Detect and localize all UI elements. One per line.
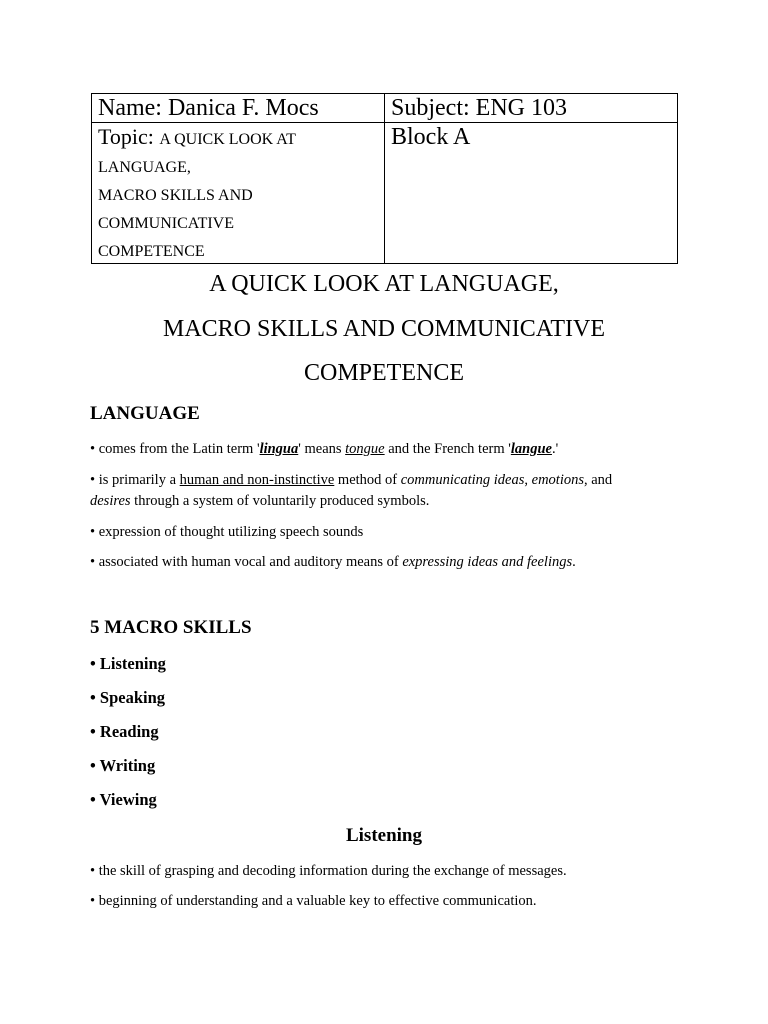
macro-skill-item: • Listening [90,654,166,673]
page-title-line: MACRO SKILLS AND COMMUNICATIVE [162,316,606,342]
page-title-line: COMPETENCE [303,360,464,386]
macro-skill-item: • Reading [90,722,159,741]
macro-skill-item: • Writing [90,756,156,775]
topic-line: A QUICK LOOK AT [159,131,296,148]
language-bullet-1: • comes from the Latin term 'lingua' means tongue and the French term 'langue.' [90,441,559,457]
language-bullet-4: • associated with human vocal and auditory means of expressing ideas and feelings. [90,554,576,570]
header-table [91,93,678,264]
listening-bullet-1: • the skill of grasping and decoding information during the exchange of messages. [90,863,567,879]
page-title-line: A QUICK LOOK AT LANGUAGE, [209,271,559,297]
listening-bullet-2: • beginning of understanding and a valuable key to effective communication. [90,893,537,909]
macro-skill-item: • Speaking [90,688,166,707]
block-cell: Block A [385,123,678,264]
topic-line: COMPETENCE [98,243,205,260]
topic-line: LANGUAGE, [98,159,191,176]
listening-heading: Listening [345,825,423,846]
name-cell: Name: Danica F. Mocs [92,94,385,123]
macro-skill-item: • Viewing [90,790,157,809]
language-bullet-3: • expression of thought utilizing speech sounds [90,524,364,540]
language-heading: LANGUAGE [90,403,200,424]
topic-cell [92,123,385,264]
topic-line: COMMUNICATIVE [98,215,234,232]
subject-cell: Subject: ENG 103 [385,94,678,123]
macro-skills-heading: 5 MACRO SKILLS [90,617,252,638]
topic-line: MACRO SKILLS AND [98,187,253,204]
topic-label: Topic: [98,124,160,149]
language-bullet-2: • is primarily a human and non-instinctive method of communicating ideas, emotions, and desires through a system of voluntarily produced symbols. [90,472,613,509]
